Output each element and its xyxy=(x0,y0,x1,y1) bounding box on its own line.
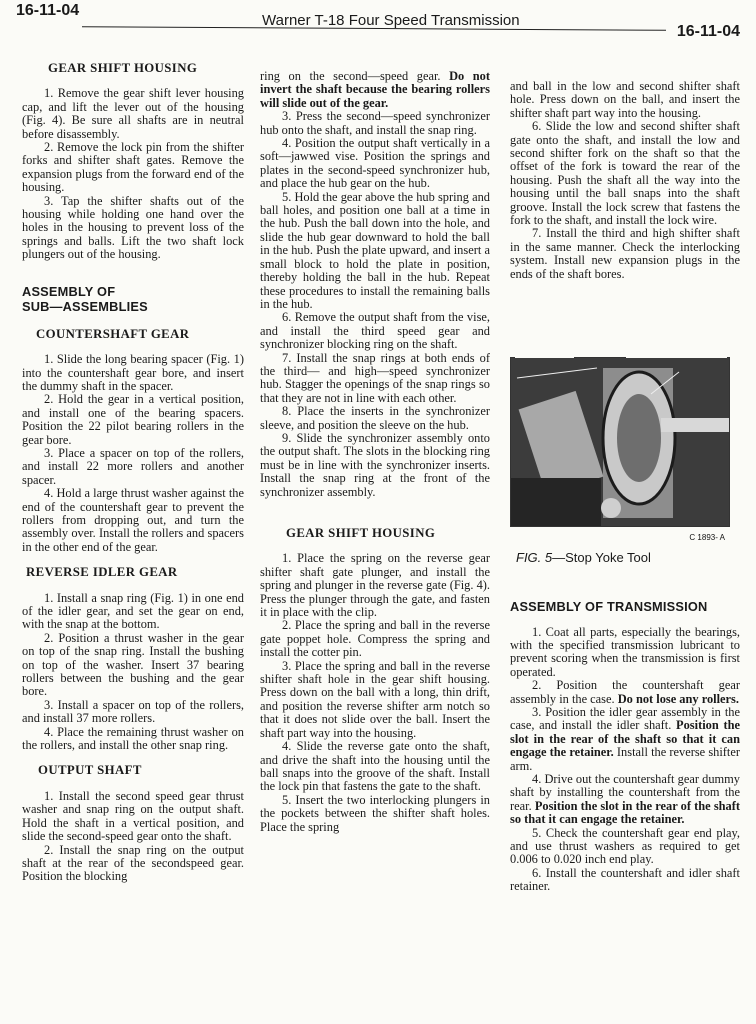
paragraph: 1. Coat all parts, especially the bearings, with the specified transmission lubricant to prevent scoring when the transmission is first operated. xyxy=(510,624,740,679)
paragraph: 5. Insert the two interlocking plungers in the pockets between the shifter shaft holes. Place the spring xyxy=(260,792,490,834)
paragraph: 4. Drive out the countershaft gear dummy shaft by installing the countershaft from the rear. Position the slot in the rear of the shaft so that it can engage the retainer. xyxy=(510,771,740,827)
paragraph: 6. Install the countershaft and idler shaft retainer. xyxy=(510,865,740,894)
paragraph: 3. Tap the shifter shafts out of the housing while holding one hand over the holes in the housing to prevent loss of the springs and balls. Lift the two shaft lock plungers out of the housing. xyxy=(22,193,244,262)
paragraph: 2. Position the countershaft gear assembly in the case. Do not lose any rollers. xyxy=(510,678,740,706)
paragraph: 2. Place the spring and ball in the reverse gate poppet hole. Compress the spring and install the cotter pin. xyxy=(260,618,490,660)
paragraph: 3. Place a spacer on top of the rollers, and install 22 more rollers and another spacer. xyxy=(22,445,244,487)
paragraph: 4. Position the output shaft vertically in a soft—jawwed vise. Position the springs and plates in the second-speed synchronizer hub, and place the hub gear on the hub. xyxy=(260,136,490,191)
paragraph: 5. Check the countershaft gear end play, and use thrust washers as required to get 0.006 to 0.020 inch end play. xyxy=(510,825,740,867)
section-heading-assembly-of-sub-assemblies xyxy=(22,284,244,314)
page-number-left: 16-11-04 xyxy=(16,2,80,19)
section-heading-assembly-of-transmission: ASSEMBLY OF TRANSMISSION xyxy=(510,598,708,614)
paragraph: 4. Slide the reverse gate onto the shaft, and drive the shaft into the housing until the ball snaps into the groove of the shaft. Install the lock pin that fastens the gate to the shaft. xyxy=(260,739,490,794)
paragraph: 6. Remove the output shaft from the vise, and install the third speed gear and synchronizer blocking ring on the shaft. xyxy=(260,310,490,352)
column-2 xyxy=(260,70,490,834)
paragraph: 2. Hold the gear in a vertical position, and install one of the bearing spacers. Position the 22 pilot bearing rollers in the gear bore. xyxy=(22,392,244,447)
paragraph: 1. Place the spring on the reverse gear shifter shaft gate plunger, and install the spring and plunger in the reverse gate (Fig. 4). Press the plunger through the gate, and fasten it in place with the clip. xyxy=(260,551,490,620)
paragraph: and ball in the low and second shifter shaft hole. Press down on the ball, and insert the shifter shaft part way into the housing. xyxy=(510,79,740,120)
paragraph: 4. Hold a large thrust washer against the end of the countershaft gear to prevent the rollers from dropping out, and turn the assembly over. Install the rollers and spacers in the other end of the gear. xyxy=(22,486,244,554)
figure-caption: FIG. 5—Stop Yoke Tool xyxy=(516,550,651,566)
column-3 xyxy=(510,80,740,894)
section-heading-countershaft-gear: COUNTERSHAFT GEAR xyxy=(36,326,190,341)
heading-line: SUB—ASSEMBLIES xyxy=(22,298,148,314)
paragraph: 1. Remove the gear shift lever housing cap, and lift the lever out of the housing (Fig. 4). Be sure all shafts are in neutral before disassembly. xyxy=(22,86,244,141)
heading-line: ASSEMBLY OF xyxy=(22,283,116,299)
paragraph: 4. Place the remaining thrust washer on the rollers, and install the other snap ring. xyxy=(22,724,244,753)
figure-stop-yoke-tool-photo xyxy=(510,357,730,542)
page-header xyxy=(0,0,756,44)
column-1 xyxy=(22,56,244,884)
paragraph: 3. Install a spacer on top of the rollers, and install 37 more rollers. xyxy=(22,697,244,726)
transmission-photo-graphic xyxy=(511,358,729,526)
paragraph: 2. Install the snap ring on the output shaft at the rear of the secondspeed gear. Position the blocking xyxy=(22,842,244,884)
paragraph: 2. Position a thrust washer in the gear on top of the snap ring. Install the bushing on top of the washer. Insert 37 bearing rollers between the bushing and the gear bore. xyxy=(22,630,244,699)
paragraph: 1. Install the second speed gear thrust washer and snap ring on the output shaft. Hold the shaft in a vertical position, and slide the second-speed gear onto the shaft. xyxy=(22,788,244,844)
paragraph: 1. Slide the long bearing spacer (Fig. 1) into the countershaft gear bore, and insert the dummy shaft in the spacer. xyxy=(22,352,244,393)
section-heading-gear-shift-housing: GEAR SHIFT HOUSING xyxy=(48,61,198,75)
paragraph: 6. Slide the low and second shifter shaft gate onto the shaft, and install the low and second shifter fork on the shaft so that the offset of the fork is toward the rear of the housing. Push the shaft all the way into the housing until the ball snaps into the shaft groove. Install the lock screw that fastens the fork to the shaft, and install the lock wire. xyxy=(510,119,740,228)
paragraph: 5. Hold the gear above the hub spring and ball holes, and position one ball at a time in the hub. Push the ball down into the hole, and slide the hub gear downward to hold the ball in the hub. Push the plate upward, and insert a small block to hold the plate in position, thereby holding the ball in the hub. Repeat these procedures to install the remaining balls in the hub. xyxy=(260,189,490,311)
paragraph: 3. Position the idler gear assembly in the case, and install the idler shaft. Position the slot in the rear of the shaft so that it can engage the retainer. Install the reverse shifter arm. xyxy=(510,704,741,773)
figure-code: C 1893- A xyxy=(689,532,725,542)
paragraph: 3. Place the spring and ball in the reverse shifter shaft hole in the gear shift housing. Press down on the ball with a long, thin drift, and position the reverse shifter arm notch so that it does not slide over the ball. Insert the shaft part way into the housing. xyxy=(260,658,490,740)
section-heading-gear-shift-housing-2: GEAR SHIFT HOUSING xyxy=(286,526,436,540)
section-heading-reverse-idler-gear: REVERSE IDLER GEAR xyxy=(26,565,178,580)
paragraph: 8. Place the inserts in the synchronizer sleeve, and position the sleeve on the hub. xyxy=(260,404,490,432)
section-heading-output-shaft: OUTPUT SHAFT xyxy=(38,763,142,778)
page-title: Warner T-18 Four Speed Transmission xyxy=(262,12,520,29)
paragraph: 3. Press the second—speed synchronizer hub onto the shaft, and install the snap ring. xyxy=(260,109,490,137)
paragraph: ring on the second—speed gear. Do not invert the shaft because the bearing rollers will slide out of the gear. xyxy=(260,69,490,110)
paragraph: 2. Remove the lock pin from the shifter forks and shifter shaft gates. Remove the expansion plugs from the forward end of the housing. xyxy=(22,140,244,195)
paragraph: 7. Install the third and high shifter shaft in the same manner. Check the interlocking system. Install new expansion plugs in the ends of the shaft bores. xyxy=(510,226,740,281)
paragraph: 1. Install a snap ring (Fig. 1) in one end of the idler gear, and set the gear on end, with the snap at the bottom. xyxy=(22,590,244,632)
paragraph: 7. Install the snap rings at both ends of the third— and high—speed synchronizer hub. Stagger the openings of the snap rings so that they are not in line with each other. xyxy=(260,350,490,405)
paragraph: 9. Slide the synchronizer assembly onto the output shaft. The slots in the blocking ring must be in line with the synchronizer inserts. Install the snap ring at the front of the synchronizer assembly. xyxy=(260,430,490,499)
page-number-right: 16-11-04 xyxy=(676,23,740,40)
